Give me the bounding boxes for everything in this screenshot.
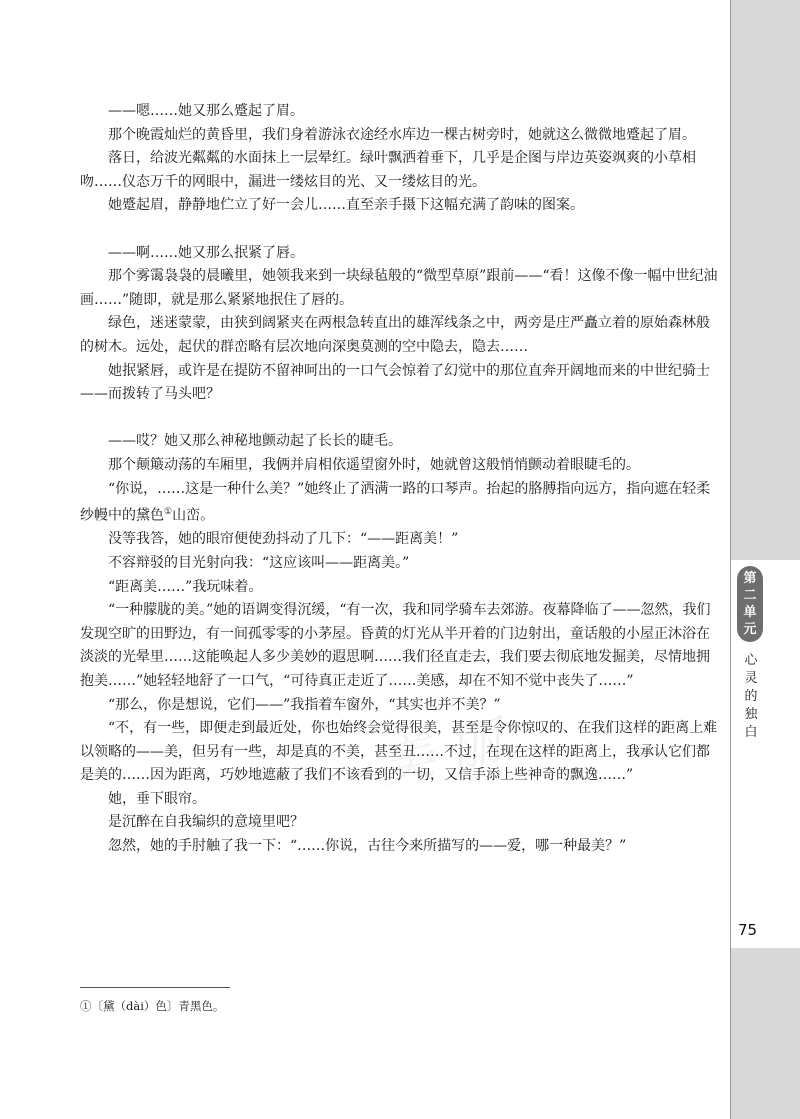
unit-char: 二 bbox=[743, 588, 757, 603]
paragraph: 忽然，她的手肘触了我一下：“……你说，古往今来所描写的——爱，哪一种最美？” bbox=[108, 838, 627, 855]
unit-subtitle-char: 的 bbox=[744, 689, 758, 704]
paragraph-part: “你说，……这是一种什么美？”她终止了洒满一路的口琴声。抬起的胳膊指向远方，指向遮在轻柔纱幔中的黛色 bbox=[80, 480, 711, 524]
unit-subtitle-char: 心 bbox=[744, 653, 758, 668]
paragraph: “那么，你是想说，它们——”我指着车窗外，“其实也并不美？” bbox=[108, 696, 501, 713]
section-gap bbox=[80, 407, 720, 431]
paragraph: 她蹙起眉，静静地伫立了好一会儿……直至亲手摄下这幅充满了韵味的图案。 bbox=[108, 197, 584, 214]
paragraph: 那个雾霭袅袅的晨曦里，她领我来到一块绿毡般的“微型草原”跟前——“看！这像不像一幅中世纪油画……”随即，就是那么紧紧地抿住了唇的。 bbox=[80, 268, 718, 308]
paragraph: 她抿紧唇，或许是在提防不留神呵出的一口气会惊着了幻觉中的那位直奔开阔地而来的中世纪骑士——而拨转了马头吧？ bbox=[80, 362, 710, 403]
sidebar-bottom-band bbox=[731, 948, 800, 1119]
paragraph: “距离美……”我玩味着。 bbox=[108, 578, 263, 595]
footnote-marker: ① bbox=[164, 507, 173, 518]
paragraph: 是沉醉在自我编织的意境里吧？ bbox=[108, 814, 304, 831]
unit-subtitle-char: 白 bbox=[744, 725, 758, 740]
footnote: ①〔黛（dài）色〕青黑色。 bbox=[80, 999, 225, 1013]
paragraph bbox=[80, 478, 720, 529]
unit-char: 第 bbox=[743, 571, 757, 586]
section-gap bbox=[80, 218, 720, 242]
footnote-divider bbox=[80, 987, 230, 988]
watermark: 美 丽 bbox=[376, 711, 507, 795]
paragraph: 没等我答，她的眼帘便使劲抖动了几下：“——距离美！” bbox=[108, 531, 459, 548]
paragraph: “不，有一些，即便走到最近处，你也始终会觉得很美，甚至是令你惊叹的、在我们这样的距离上难以领略的——美，但另有一些，却是真的不美，甚至丑……不过，在现在这样的距离上，我承认它们都是美的……因为距离，巧妙地遮蔽了我们不该看到的一切，又信手添上些神奇的飘逸……” bbox=[80, 720, 718, 784]
unit-char: 单 bbox=[743, 605, 757, 620]
paragraph: ——啊……她又那么抿紧了唇。 bbox=[108, 244, 304, 261]
unit-subtitle bbox=[743, 652, 759, 742]
unit-char: 元 bbox=[743, 622, 757, 637]
body-text bbox=[80, 100, 720, 859]
unit-subtitle-char: 灵 bbox=[744, 671, 758, 686]
unit-label-badge bbox=[737, 566, 763, 642]
right-sidebar bbox=[730, 0, 800, 1119]
paragraph: 那个晚霞灿烂的黄昏里，我们身着游泳衣途经水库边一棵古树旁时，她就这么微微地蹙起了眉。 bbox=[108, 126, 696, 143]
unit-subtitle-char: 独 bbox=[744, 707, 758, 722]
paragraph: 她，垂下眼帘。 bbox=[108, 790, 206, 807]
paragraph: 不容辩驳的目光射向我：“这应该叫——距离美。” bbox=[108, 554, 410, 571]
paragraph: 落日，给波光粼粼的水面抹上一层晕红。绿叶飘洒着垂下，几乎是企图与岸边英姿飒爽的小草相吻……仪态万千的网眼中，漏进一缕炫目的光、又一缕炫目的光。 bbox=[80, 150, 696, 190]
paragraph: 那个颠簸动荡的车厢里，我俩并肩相依遥望窗外时，她就曾这般悄悄颤动着眼睫毛的。 bbox=[108, 456, 640, 473]
paragraph: ——哎？她又那么神秘地颤动起了长长的睫毛。 bbox=[108, 433, 402, 450]
paragraph: 绿色，迷迷蒙蒙，由狭到阔紧夹在两根急转直出的雄浑线条之中，两旁是庄严矗立着的原始森林般的树木。远处，起伏的群峦略有层次地向深奥莫测的空中隐去，隐去…… bbox=[80, 315, 710, 355]
paragraph: “一种朦胧的美。”她的语调变得沉缓，“有一次，我和同学骑车去郊游。夜幕降临了——忽然，我们发现空旷的田野边，有一间孤零零的小茅屋。昏黄的灯光从半开着的门边射出，童话般的小屋正沐浴在淡淡的光晕里……这能唤起人多少美妙的遐思啊……我们径直走去，我们要去彻底地发掘美，尽情地拥抱美……”她轻轻地舒了一口气，“可待真正走近了……美感，却在不知不觉中丧失了……” bbox=[80, 602, 711, 689]
page-number: 75 bbox=[738, 921, 758, 939]
sidebar-top-band bbox=[731, 0, 800, 560]
paragraph: ——嗯……她又那么蹙起了眉。 bbox=[108, 103, 304, 119]
paragraph-part: 山峦。 bbox=[172, 507, 215, 524]
